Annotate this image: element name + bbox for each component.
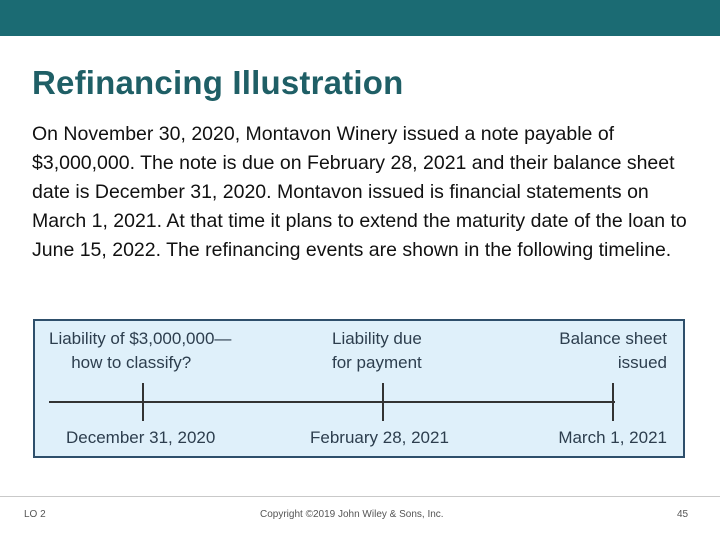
slide-body-text: On November 30, 2020, Montavon Winery issued a note payable of $3,000,000. The note is due on February 28, 2021 and their balance sheet date is December 31, 2020. Montavon issued is financial statements on March 1, 2021. At that time it plans to extend the maturity date of the loan to June 15, 2022. The refinancing events are shown in the following timeline. bbox=[32, 123, 687, 261]
timeline-event-3-label-line2: issued bbox=[617, 353, 667, 372]
timeline-event-2-label bbox=[332, 327, 422, 375]
footer-divider bbox=[0, 496, 720, 497]
footer-page-number: 45 bbox=[677, 509, 689, 520]
timeline-event-3-label-line1: Balance sheet bbox=[559, 329, 667, 348]
timeline-event-1-label-line2: how to classify? bbox=[71, 353, 192, 372]
timeline-event-1-label-line1: Liability of $3,000,000— bbox=[49, 329, 232, 348]
timeline-axis-line bbox=[49, 401, 615, 403]
footer-lo: LO 2 bbox=[24, 509, 46, 520]
timeline-date-3: March 1, 2021 bbox=[558, 428, 667, 447]
timeline-event-2-label-line2: for payment bbox=[332, 353, 422, 372]
timeline-event-2-label-line1: Liability due bbox=[332, 329, 422, 348]
timeline-date-1: December 31, 2020 bbox=[66, 428, 216, 447]
timeline-event-3-label bbox=[559, 327, 667, 375]
timeline-tick-1 bbox=[142, 383, 144, 421]
timeline-figure bbox=[33, 319, 685, 458]
timeline-tick-2 bbox=[382, 383, 384, 421]
timeline-date-2: February 28, 2021 bbox=[310, 428, 449, 447]
slide-title: Refinancing Illustration bbox=[32, 64, 404, 101]
header-bar bbox=[0, 0, 720, 36]
timeline-event-1-label bbox=[49, 327, 231, 375]
timeline-tick-3 bbox=[612, 383, 614, 421]
footer-copyright: Copyright ©2019 John Wiley & Sons, Inc. bbox=[260, 509, 444, 520]
